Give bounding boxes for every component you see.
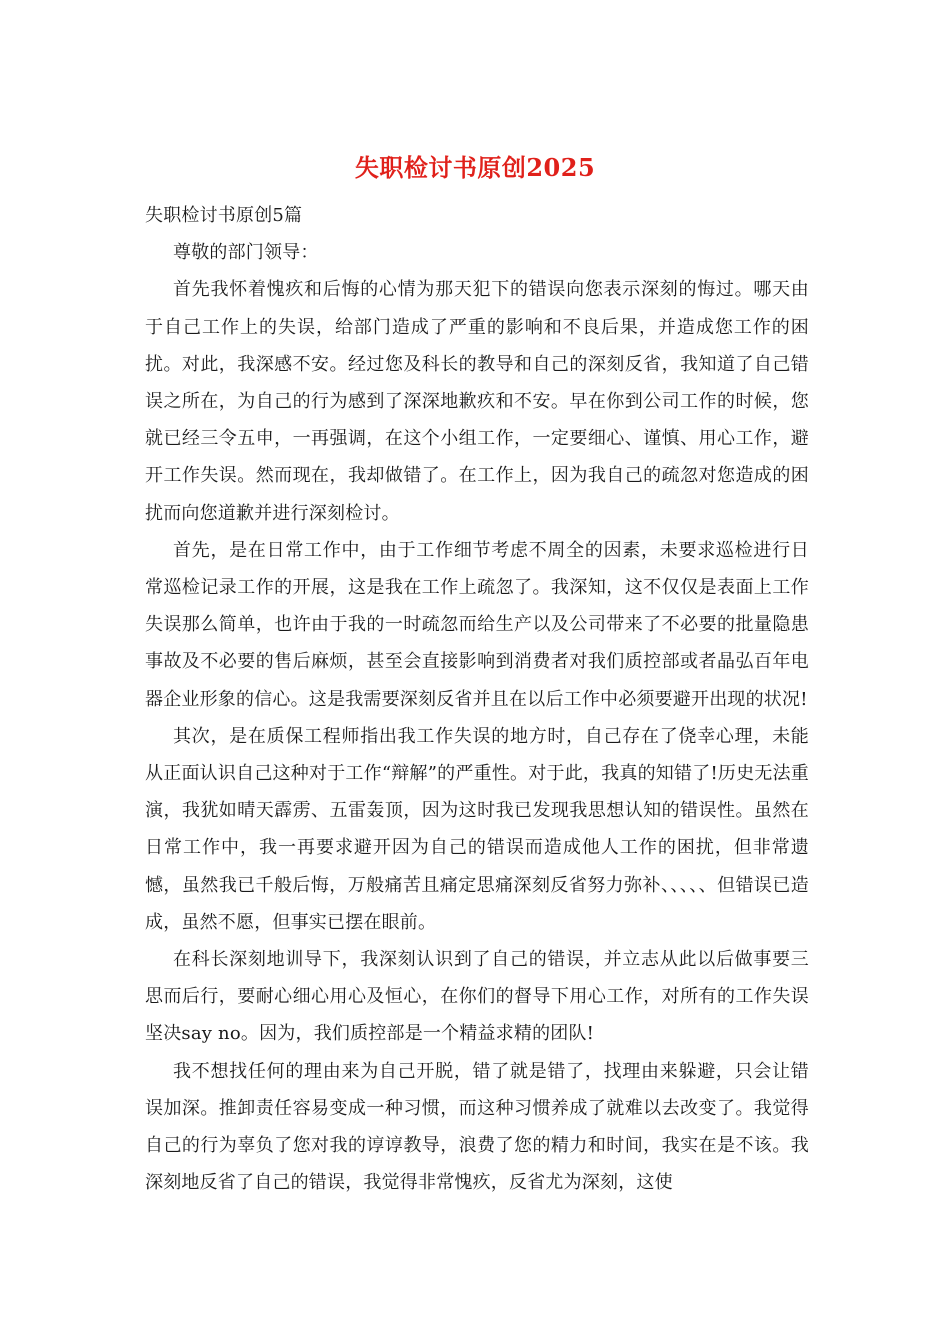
paragraph: 我不想找任何的理由来为自己开脱，错了就是错了，找理由来躲避，只会让错误加深。推卸责任容易变成一种习惯，而这种习惯养成了就难以去改变了。我觉得自己的行为辜负了您对我的谆谆教导，浪费了您的精力和时间，我实在是不该。我深刻地反省了自己的错误，我觉得非常愧疚，反省尤为深刻，这使: [145, 1060, 809, 1194]
paragraph: 在科长深刻地训导下，我深刻认识到了自己的错误，并立志从此以后做事要三思而后行，要耐心细心用心及恒心，在你们的督导下用心工作，对所有的工作失误坚决say no。因为，我们质控部是一个精益求精的团队!: [145, 949, 809, 1045]
document-title: 失职检讨书原创2025: [354, 153, 596, 182]
salutation: 尊敬的部门领导：: [173, 242, 319, 264]
document-body: [145, 197, 809, 1201]
document-subtitle: 失职检讨书原创5篇: [145, 205, 303, 226]
paragraph: 首先我怀着愧疚和后悔的心情为那天犯下的错误向您表示深刻的悔过。哪天由于自己工作上的失误，给部门造成了严重的影响和不良后果，并造成您工作的困扰。对此，我深感不安。经过您及科长的教导和自己的深刻反省，我知道了自己错误之所在，为自己的行为感到了深深地歉疚和不安。早在你到公司工作的时候，您就已经三令五申，一再强调，在这个小组工作，一定要细心、谨慎、用心工作，避开工作失误。然而现在，我却做错了。在工作上，因为我自己的疏忽对您造成的困扰而向您道歉并进行深刻检讨。: [145, 279, 809, 524]
paragraph: 首先，是在日常工作中，由于工作细节考虑不周全的因素，未要求巡检进行日常巡检记录工作的开展，这是我在工作上疏忽了。我深知，这不仅仅是表面上工作失误那么简单，也许由于我的一时疏忽而给生产以及公司带来了不必要的批量隐患事故及不必要的售后麻烦，甚至会直接影响到消费者对我们质控部或者晶弘百年电器企业形象的信心。这是我需要深刻反省并且在以后工作中必须要避开出现的状况!: [145, 539, 809, 710]
paragraph: 其次，是在质保工程师指出我工作失误的地方时，自己存在了侥幸心理，未能从正面认识自己这种对于工作“辩解”的严重性。对于此，我真的知错了!历史无法重演，我犹如晴天霹雳、五雷轰顶，因为这时我已发现我思想认知的错误性。虽然在日常工作中，我一再要求避开因为自己的错误而造成他人工作的困扰，但非常遗憾，虽然我已千般后悔，万般痛苦且痛定思痛深刻反省努力弥补、、、、、但错误已造成，虽然不愿，但事实已摆在眼前。: [145, 725, 809, 933]
